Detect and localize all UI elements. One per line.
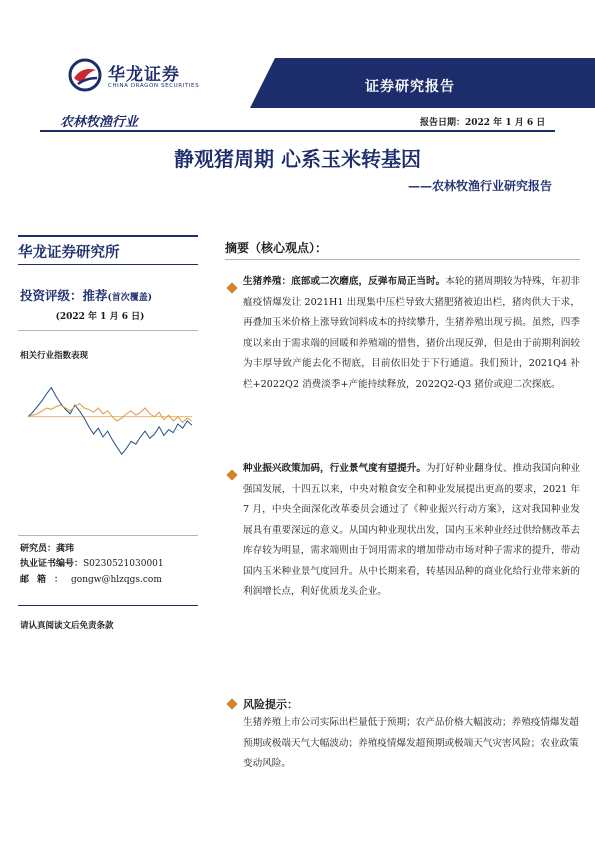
cert-value: S0230521030001 [83, 559, 164, 569]
sidebar-divider [18, 330, 198, 331]
series-line-1 [28, 404, 192, 423]
report-subtitle: ——农林牧渔行业研究报告 [407, 179, 552, 193]
rating-label: 投资评级：推荐 [20, 288, 108, 303]
email-label: 邮箱： [20, 575, 72, 585]
abstract-heading: 摘要（核心观点）： [225, 241, 328, 255]
dragon-logo-icon [68, 58, 102, 92]
cert-label: 执业证书编号： [20, 559, 84, 569]
analyst-name: 研究员：龚玮 [20, 544, 75, 554]
logo-text-en: CHINA DRAGON SECURITIES [108, 83, 200, 89]
report-date: 报告日期：2022 年 1 月 6 日 [420, 118, 546, 128]
sidebar-divider [18, 605, 198, 606]
risk-body: 生猪养殖上市公司实际出栏量低于预期；农产品价格大幅波动；养殖疫情爆发超预期或极端天气大幅波动；养殖疫情爆发超预期或极端天气灾害风险；农业政策变动风险。 [243, 717, 579, 769]
sidebar-divider [18, 264, 198, 265]
report-title: 静观猪周期 心系玉米转基因 [174, 147, 421, 171]
abstract-divider [225, 259, 580, 260]
section-pig-farming [243, 272, 580, 395]
header-divider [40, 130, 555, 132]
section-body: 本轮的猪周期较为特殊，年初非瘟疫情爆发让 2021H1 出现集中压栏导致大猪肥猪被迫出栏，猪肉供大于求，再叠加玉米价格上涨导致饲料成本的持续攀升，生猪养殖出现亏损。虽然，四季度以来由于需求端的回暖和养殖端的惜售，猪价出现反弹，但是由于前期利润较为丰厚导致产能去化不彻底，目前依旧处于下行通道。我们预计，2021Q4 补栏+2022Q2 消费淡季+产能持续释放，2022Q2-Q3 猪价或迎二次探底。 [243, 276, 581, 390]
diamond-bullet-icon [226, 282, 237, 293]
brand-logo [68, 58, 228, 98]
rating-note: (首次覆盖) [107, 293, 153, 303]
certificate-number [20, 556, 164, 569]
section-seed-industry [243, 459, 580, 603]
sidebar-top-rule [18, 235, 198, 237]
rating-date: (2022 年 1 月 6 日) [55, 312, 145, 322]
index-performance-chart [24, 375, 196, 467]
logo-text-cn: 华龙证券 [108, 65, 180, 85]
section-body: 为打好种业翻身仗、推动我国向种业强国发展，十四五以来，中央对粮食安全和种业发展提出更高的要求，2021 年 7 月，中央全面深化改革委员会通过了《种业振兴行动方案》，这对我国种业发展具有重要深远的意义。从国内种业现状出发，国内玉米种业经过供给侧改革去库存较为明显，需求端则由于饲用需求的增加带动市场对种子需求的提升，带动国内玉米种业景气度回升。从中长期来看，转基因品种的商业化给行业带来新的利润增长点，利好优质龙头企业。 [243, 463, 581, 597]
series-line-0 [28, 388, 192, 455]
institute-name: 华龙证券研究所 [18, 245, 120, 261]
risk-heading: 风险提示： [243, 698, 298, 711]
investment-rating [20, 286, 152, 304]
sidebar-divider [18, 535, 198, 536]
disclaimer-note: 请认真阅读文后免责条款 [20, 621, 114, 631]
email-value[interactable]: gongw@hlzqgs.com [71, 575, 162, 585]
chart-caption: 相关行业指数表现 [20, 351, 89, 361]
section-lead: 种业振兴政策加码，行业景气度有望提升。 [243, 463, 426, 474]
diamond-bullet-icon [226, 469, 237, 480]
analyst-email [20, 572, 162, 585]
report-type-label: 证券研究报告 [365, 79, 455, 95]
diamond-bullet-icon [226, 698, 237, 709]
section-lead: 生猪养殖：底部或二次磨底，反弹布局正当时。 [243, 276, 446, 287]
industry-tag: 农林牧渔行业 [60, 115, 139, 130]
